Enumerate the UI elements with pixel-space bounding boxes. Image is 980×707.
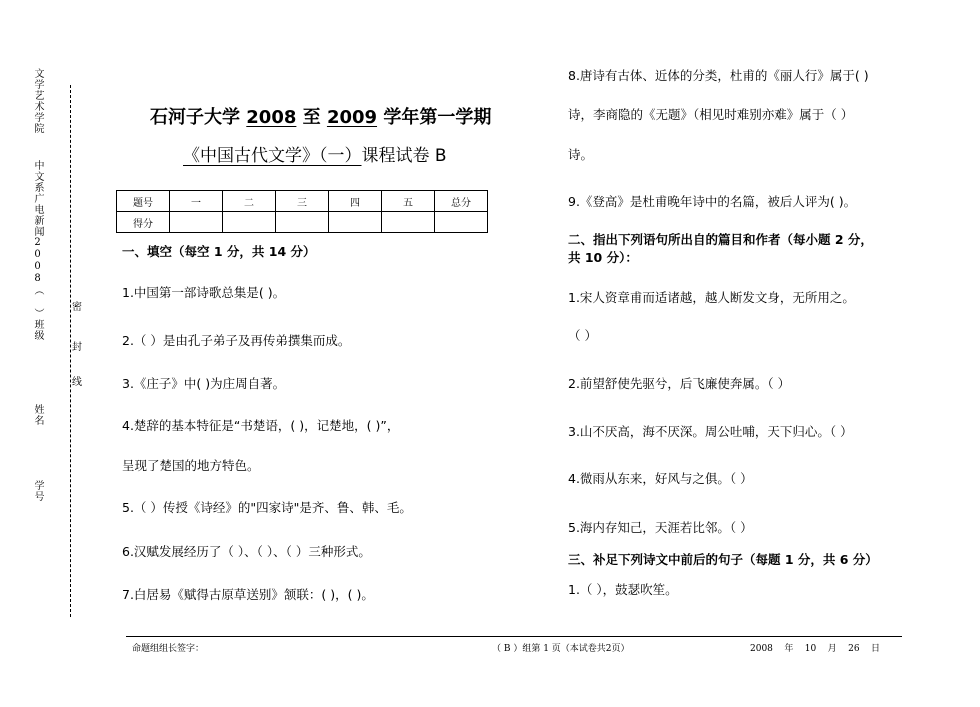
- footer-page-info: （ B ）组第 1 页（本试卷共2页）: [492, 644, 630, 654]
- question-2-1-answer: （ ）: [568, 328, 597, 343]
- margin-dept-class: 中文系广电新闻2008（ ）班级: [32, 160, 43, 341]
- table-cell: 五: [382, 191, 435, 212]
- question-1-3: 3.《庄子》中( )为庄周自著。: [122, 376, 286, 391]
- table-cell: 三: [276, 191, 329, 212]
- score-input-cell[interactable]: [276, 212, 329, 233]
- table-cell: 总分: [435, 191, 488, 212]
- score-input-cell[interactable]: [435, 212, 488, 233]
- score-table: [116, 190, 488, 233]
- section1-heading: 一、填空（每空 1 分，共 14 分）: [122, 244, 316, 259]
- seal-char-3: 线: [72, 377, 82, 388]
- table-cell: 得分: [117, 212, 170, 233]
- score-table-score-row: [117, 212, 488, 233]
- score-input-cell[interactable]: [170, 212, 223, 233]
- question-1-4: 4.楚辞的基本特征是“书楚语，( )，记楚地，( )”，: [122, 418, 400, 433]
- footer-signature-label: 命题组组长签字：: [132, 644, 205, 654]
- course-name: 《中国古代文学》（一）: [183, 146, 362, 166]
- score-input-cell[interactable]: [382, 212, 435, 233]
- question-1-5: 5.（ ）传授《诗经》的"四家诗"是齐、鲁、韩、毛。: [122, 500, 412, 515]
- question-1-8-line1: 8.唐诗有古体、近体的分类，杜甫的《丽人行》属于( ): [568, 68, 869, 83]
- question-1-9: 9.《登高》是杜甫晚年诗中的名篇，被后人评为( )。: [568, 194, 857, 209]
- seal-char-2: 封: [72, 342, 82, 353]
- margin-college: 文学艺术学院: [32, 68, 43, 134]
- footer-rule: [126, 636, 902, 637]
- question-2-5: 5.海内存知己，天涯若比邻。（ ）: [568, 520, 753, 535]
- question-2-2: 2.前望舒使先驱兮，后飞廉使奔属。（ ）: [568, 376, 791, 391]
- question-1-4-cont: 呈现了楚国的地方特色。: [122, 458, 260, 473]
- margin-student-id-label: 学号: [32, 480, 43, 502]
- seal-char-1: 密: [72, 302, 82, 313]
- question-1-1: 1.中国第一部诗歌总集是( )。: [122, 285, 286, 300]
- seal-dashed-line: [70, 85, 71, 617]
- question-2-3: 3.山不厌高，海不厌深。周公吐哺，天下归心。（ ）: [568, 424, 853, 439]
- score-table-header-row: [117, 191, 488, 212]
- year-start: 2008: [246, 107, 297, 128]
- table-cell: 题号: [117, 191, 170, 212]
- question-1-6: 6.汉赋发展经历了（ ）、（ ）、（ ）三种形式。: [122, 544, 371, 559]
- question-1-2: 2.（ ）是由孔子弟子及再传弟撰集而成。: [122, 333, 351, 348]
- table-cell: 四: [329, 191, 382, 212]
- footer-date: 2008 年 10 月 26 日: [750, 644, 881, 654]
- year-end: 2009: [326, 107, 378, 128]
- exam-title: 石河子大学 2008 至 2009 学年第一学期: [150, 107, 492, 128]
- table-cell: 一: [170, 191, 223, 212]
- question-1-8-line2: 诗，李商隐的《无题》（相见时难别亦难》属于（ ）: [568, 107, 854, 122]
- question-1-7: 7.白居易《赋得古原草送别》颔联：( )，( )。: [122, 587, 374, 602]
- section3-heading: 三、补足下列诗文中前后的句子（每题 1 分，共 6 分）: [568, 552, 878, 567]
- section2-heading: 二、指出下列语句所出自的篇目和作者（每小题 2 分，: [568, 232, 873, 247]
- score-input-cell[interactable]: [329, 212, 382, 233]
- score-input-cell[interactable]: [223, 212, 276, 233]
- question-1-8-line3: 诗。: [568, 147, 594, 162]
- exam-subtitle: 《中国古代文学》（一）课程试卷 B: [183, 146, 447, 166]
- section2-heading-cont: 共 10 分）：: [568, 250, 638, 265]
- question-2-4: 4.微雨从东来，好风与之俱。（ ）: [568, 471, 753, 486]
- margin-name-label: 姓名: [32, 404, 43, 426]
- question-2-1: 1.宋人资章甫而适诸越，越人断发文身，无所用之。: [568, 290, 855, 305]
- table-cell: 二: [223, 191, 276, 212]
- question-3-1: 1.（ ），鼓瑟吹笙。: [568, 582, 678, 597]
